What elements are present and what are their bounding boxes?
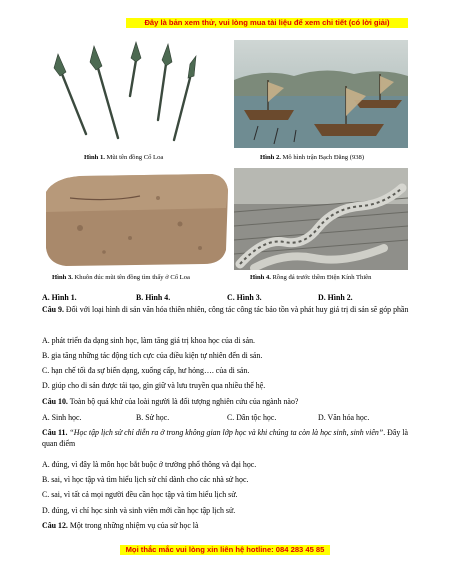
figure-1-caption: Hình 1. Mũi tên đồng Cổ Loa [84,154,164,161]
q9-option-a[interactable]: A. phát triển đa dạng sinh học, làm tăng giá trị khoa học của di sản. [42,336,255,345]
q8-option-d[interactable]: D. Hình 2. [318,293,353,302]
q8-option-c[interactable]: C. Hình 3. [227,293,262,302]
question-12-stem: Câu 12. Một trong những nhiệm vụ của sử học là [42,521,199,530]
figure-2-caption: Hình 2. Mô hình trận Bạch Đằng (938) [260,154,365,161]
q11-option-b[interactable]: B. sai, vì học tập và tìm hiểu lịch sử chỉ dành cho các nhà sử học. [42,475,249,484]
figure-4-caption: Hình 4. Rồng đá trước thềm Điện Kính Thiên [250,274,372,281]
q10-option-a[interactable]: A. Sinh học. [42,413,82,422]
q9-option-d[interactable]: D. giúp cho di sản được tái tạo, gìn giữ và lưu truyền qua nhiều thế hệ. [42,381,266,390]
hotline-banner: Mọi thắc mắc vui lòng xin liên hệ hotline: 084 283 45 85 [120,545,330,555]
q11-option-a[interactable]: A. đúng, vì đây là môn học bắt buộc ở trường phổ thông và đại học. [42,460,257,469]
q9-option-c[interactable]: C. hạn chế tối đa sự biến dạng, xuống cấp, hư hỏng…. của di sản. [42,366,250,375]
q8-option-a[interactable]: A. Hình 1. [42,293,77,302]
question-10-options [42,413,414,423]
arrowhead-mold-image [40,168,232,270]
q11-option-d[interactable]: D. đúng, vì chỉ học sinh và sinh viên mới cần học tập lịch sử. [42,506,236,515]
q11-option-c[interactable]: C. sai, vì tất cả mọi người đều cần học tập và tìm hiểu lịch sử. [42,490,238,499]
question-10-stem: Câu 10. Toàn bộ quá khứ của loài người là đối tượng nghiên cứu của ngành nào? [42,397,299,406]
q9-option-b[interactable]: B. gia tăng những tác động tích cực của điều kiện tự nhiên đến di sản. [42,351,263,360]
preview-notice-banner: Đây là bản xem thử, vui lòng mua tài liệu để xem chi tiết (có lời giải) [126,18,408,28]
question-8-options [42,293,414,303]
bronze-arrowheads-image [40,38,216,146]
question-9-stem: Câu 9. Đối với loại hình di sản văn hóa thiên nhiên, công tác công tác bảo tồn và phát huy giá trị di sản sẽ góp phần [42,305,409,314]
figure-3-caption: Hình 3. Khuôn đúc mũi tên đồng tìm thấy ở Cổ Loa [52,274,190,281]
q10-option-d[interactable]: D. Văn hóa học. [318,413,370,422]
q10-option-c[interactable]: C. Dân tộc học. [227,413,277,422]
stone-dragon-image [234,168,408,270]
q10-option-b[interactable]: B. Sử học. [136,413,170,422]
q8-option-b[interactable]: B. Hình 4. [136,293,171,302]
question-11-stem: Câu 11. “Học tập lịch sử chỉ diễn ra ở trong không gian lớp học và khi chúng ta còn là học sinh, sinh viên”. Đây là quan điểm [42,428,408,448]
bach-dang-battle-model-image [234,40,408,148]
